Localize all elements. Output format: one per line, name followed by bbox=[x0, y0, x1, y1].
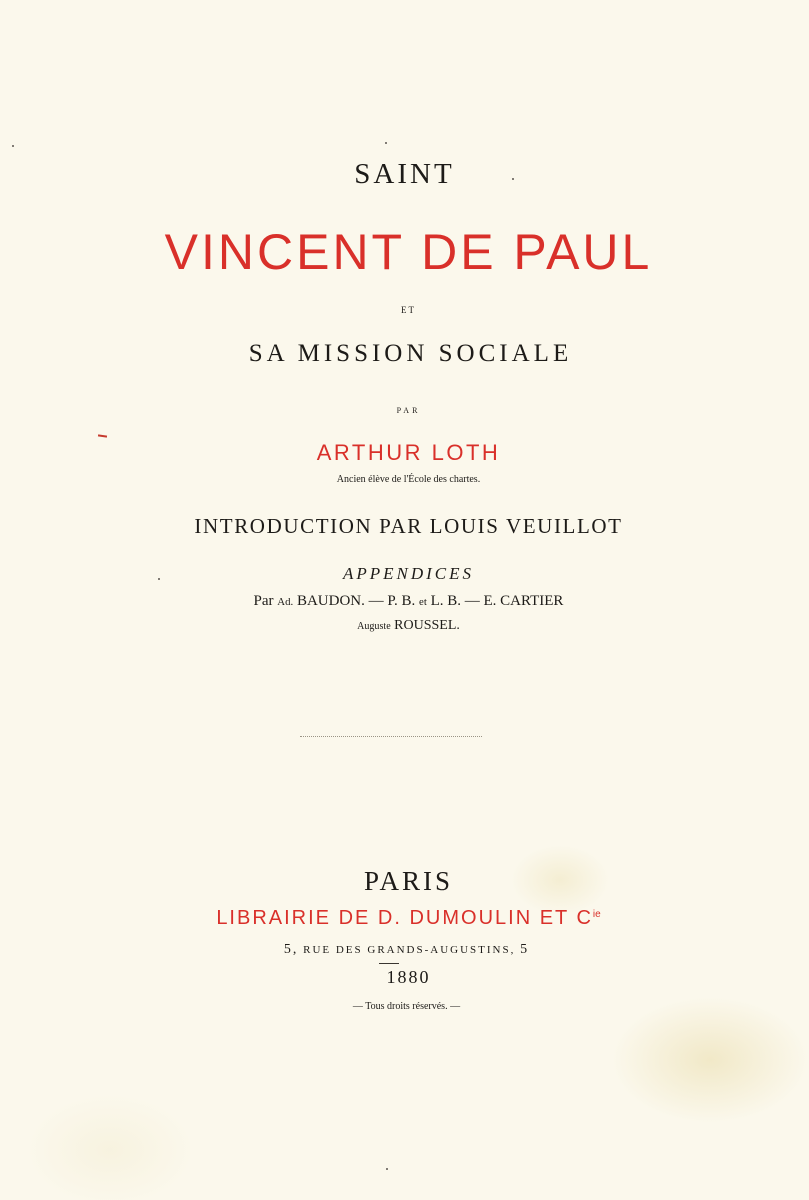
appendices-heading: APPENDICES bbox=[342, 564, 475, 583]
contrib-roussel: ROUSSEL. bbox=[390, 618, 460, 633]
publisher-address bbox=[2, 942, 809, 958]
publication-year: 1880 bbox=[386, 967, 431, 987]
subtitle: SA MISSION SOCIALE bbox=[248, 340, 573, 367]
paper-speck bbox=[12, 145, 14, 147]
publisher bbox=[4, 907, 809, 930]
contrib-ad: Ad. bbox=[277, 596, 294, 608]
contrib-names-b: L. B. — E. CARTIER bbox=[426, 593, 564, 609]
address-street: RUE DES GRANDS-AUGUSTINS, bbox=[298, 944, 521, 956]
paper-speck bbox=[512, 178, 514, 180]
contrib-par: Par bbox=[253, 593, 278, 609]
conjunction-et: ET bbox=[401, 305, 416, 315]
contrib-et: et bbox=[419, 596, 427, 608]
address-number-start: 5, bbox=[283, 942, 299, 957]
publisher-name: LIBRAIRIE DE D. DUMOULIN ET C bbox=[216, 907, 593, 929]
publisher-suffix: ie bbox=[592, 909, 601, 920]
city: PARIS bbox=[363, 866, 454, 896]
address-number-end: 5 bbox=[520, 942, 530, 957]
dotted-divider bbox=[300, 736, 482, 737]
main-title: VINCENT DE PAUL bbox=[164, 224, 653, 280]
rights-notice: — Tous droits réservés. — bbox=[352, 1001, 461, 1012]
by-label: PAR bbox=[396, 406, 421, 415]
contrib-auguste: Auguste bbox=[357, 621, 391, 632]
saint-heading: SAINT bbox=[354, 158, 455, 190]
contrib-names-a: BAUDON. — P. B. bbox=[293, 593, 420, 609]
paper-speck bbox=[385, 142, 387, 144]
year-rule bbox=[379, 963, 399, 964]
contributors-line-2 bbox=[4, 618, 809, 634]
paper-speck bbox=[158, 578, 160, 580]
margin-mark bbox=[98, 434, 107, 437]
author-credential: Ancien élève de l'École des chartes. bbox=[336, 474, 481, 485]
paper-speck bbox=[386, 1168, 388, 1170]
author-name: ARTHUR LOTH bbox=[316, 440, 501, 465]
introduction-credit: INTRODUCTION PAR LOUIS VEUILLOT bbox=[194, 514, 623, 538]
contributors-line-1 bbox=[4, 593, 809, 610]
